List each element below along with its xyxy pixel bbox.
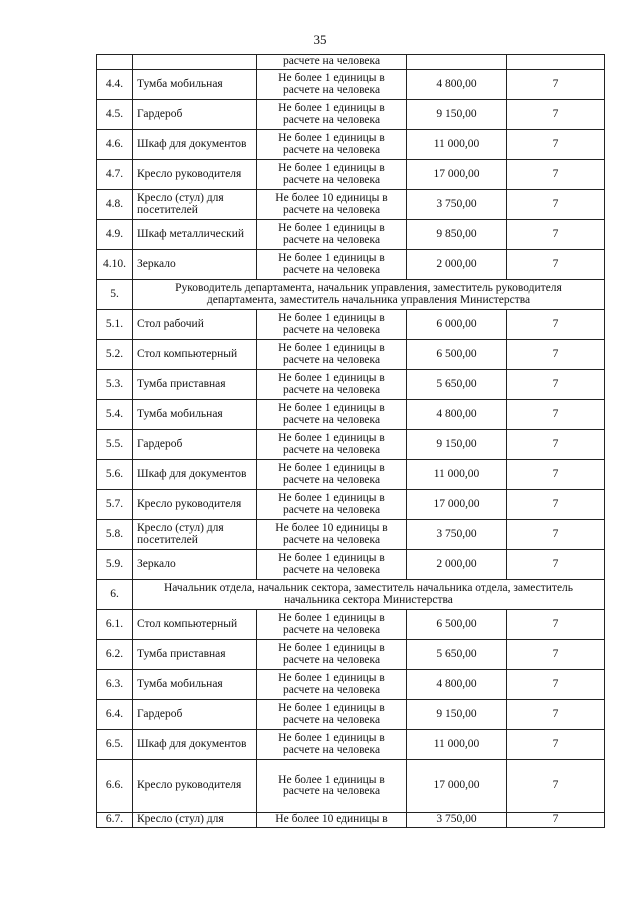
item-name-cell: Тумба приставная	[133, 370, 257, 400]
norm-cell: Не более 1 единицы в расчете на человека	[257, 640, 407, 670]
price-cell: 6 500,00	[407, 610, 507, 640]
service-life-cell: 7	[507, 190, 605, 220]
service-life-cell: 7	[507, 730, 605, 760]
row-number-cell	[97, 55, 133, 70]
row-number-cell: 6.6.	[97, 760, 133, 813]
service-life-cell: 7	[507, 310, 605, 340]
price-cell: 6 500,00	[407, 340, 507, 370]
table-row	[97, 430, 605, 460]
price-cell: 17 000,00	[407, 490, 507, 520]
norm-cell: Не более 1 единицы в расчете на человека	[257, 370, 407, 400]
norm-cell: Не более 1 единицы в расчете на человека	[257, 700, 407, 730]
table-row	[97, 190, 605, 220]
service-life-cell: 7	[507, 640, 605, 670]
item-name-cell: Стол рабочий	[133, 310, 257, 340]
norm-cell: расчете на человека	[257, 55, 407, 70]
table-row	[97, 550, 605, 580]
section-title-cell: Начальник отдела, начальник сектора, заместитель начальника отдела, заместитель начальника сектора Министерства	[133, 580, 605, 610]
table-row	[97, 490, 605, 520]
norm-cell: Не более 1 единицы в расчете на человека	[257, 160, 407, 190]
service-life-cell: 7	[507, 160, 605, 190]
table-row	[97, 130, 605, 160]
norm-cell: Не более 1 единицы в расчете на человека	[257, 400, 407, 430]
price-cell: 9 150,00	[407, 100, 507, 130]
norm-cell: Не более 1 единицы в расчете на человека	[257, 70, 407, 100]
price-cell: 4 800,00	[407, 670, 507, 700]
price-cell: 5 650,00	[407, 370, 507, 400]
norm-cell: Не более 10 единицы в расчете на человека	[257, 520, 407, 550]
furniture-norms-table	[96, 54, 605, 828]
table-row	[97, 220, 605, 250]
item-name-cell: Зеркало	[133, 550, 257, 580]
item-name-cell: Шкаф для документов	[133, 730, 257, 760]
item-name-cell: Тумба приставная	[133, 640, 257, 670]
table-row	[97, 370, 605, 400]
item-name-cell: Шкаф для документов	[133, 460, 257, 490]
row-number-cell: 6.2.	[97, 640, 133, 670]
norm-cell: Не более 1 единицы в расчете на человека	[257, 100, 407, 130]
row-number-cell: 4.8.	[97, 190, 133, 220]
row-number-cell: 4.4.	[97, 70, 133, 100]
table-row	[97, 670, 605, 700]
table-row	[97, 760, 605, 813]
row-number-cell: 5.2.	[97, 340, 133, 370]
service-life-cell: 7	[507, 490, 605, 520]
row-number-cell: 4.9.	[97, 220, 133, 250]
row-number-cell: 4.10.	[97, 250, 133, 280]
service-life-cell: 7	[507, 430, 605, 460]
price-cell: 4 800,00	[407, 400, 507, 430]
norm-cell: Не более 1 единицы в расчете на человека	[257, 340, 407, 370]
service-life-cell: 7	[507, 520, 605, 550]
service-life-cell: 7	[507, 700, 605, 730]
section-row	[97, 580, 605, 610]
row-number-cell: 6.7.	[97, 813, 133, 828]
table-row	[97, 400, 605, 430]
price-cell	[407, 55, 507, 70]
item-name-cell: Тумба мобильная	[133, 670, 257, 700]
norm-cell: Не более 1 единицы в расчете на человека	[257, 730, 407, 760]
service-life-cell: 7	[507, 400, 605, 430]
price-cell: 9 850,00	[407, 220, 507, 250]
table-row	[97, 460, 605, 490]
item-name-cell: Кресло (стул) для	[133, 813, 257, 828]
price-cell: 2 000,00	[407, 250, 507, 280]
service-life-cell: 7	[507, 220, 605, 250]
row-number-cell: 5.6.	[97, 460, 133, 490]
norm-cell: Не более 1 единицы в расчете на человека	[257, 610, 407, 640]
norm-cell: Не более 1 единицы в расчете на человека	[257, 670, 407, 700]
item-name-cell: Тумба мобильная	[133, 400, 257, 430]
row-number-cell: 5.3.	[97, 370, 133, 400]
table-row	[97, 640, 605, 670]
service-life-cell: 7	[507, 100, 605, 130]
norm-cell: Не более 1 единицы в расчете на человека	[257, 130, 407, 160]
continuation-row	[97, 55, 605, 70]
norm-cell: Не более 1 единицы в расчете на человека	[257, 550, 407, 580]
item-name-cell: Стол компьютерный	[133, 340, 257, 370]
table-row	[97, 730, 605, 760]
row-number-cell: 6.1.	[97, 610, 133, 640]
price-cell: 3 750,00	[407, 190, 507, 220]
row-number-cell: 5.7.	[97, 490, 133, 520]
row-number-cell: 5.8.	[97, 520, 133, 550]
table-row	[97, 310, 605, 340]
table-body	[97, 55, 605, 828]
norm-cell: Не более 1 единицы в расчете на человека	[257, 430, 407, 460]
item-name-cell: Шкаф металлический	[133, 220, 257, 250]
row-number-cell: 5.4.	[97, 400, 133, 430]
section-row	[97, 280, 605, 310]
service-life-cell: 7	[507, 370, 605, 400]
row-number-cell: 6.3.	[97, 670, 133, 700]
row-number-cell: 5.1.	[97, 310, 133, 340]
item-name-cell: Кресло руководителя	[133, 490, 257, 520]
section-number-cell: 6.	[97, 580, 133, 610]
item-name-cell: Гардероб	[133, 100, 257, 130]
price-cell: 6 000,00	[407, 310, 507, 340]
page-number: 35	[313, 32, 327, 47]
item-name-cell: Стол компьютерный	[133, 610, 257, 640]
table-row	[97, 610, 605, 640]
item-name-cell: Кресло руководителя	[133, 760, 257, 813]
service-life-cell: 7	[507, 550, 605, 580]
row-number-cell: 4.7.	[97, 160, 133, 190]
service-life-cell: 7	[507, 670, 605, 700]
table-row	[97, 70, 605, 100]
service-life-cell: 7	[507, 610, 605, 640]
table-row	[97, 700, 605, 730]
price-cell: 9 150,00	[407, 430, 507, 460]
service-life-cell: 7	[507, 460, 605, 490]
table-row	[97, 340, 605, 370]
row-number-cell: 5.5.	[97, 430, 133, 460]
price-cell: 9 150,00	[407, 700, 507, 730]
service-life-cell	[507, 55, 605, 70]
service-life-cell: 7	[507, 340, 605, 370]
table-row	[97, 100, 605, 130]
price-cell: 17 000,00	[407, 760, 507, 813]
row-number-cell: 6.4.	[97, 700, 133, 730]
price-cell: 2 000,00	[407, 550, 507, 580]
item-name-cell: Кресло (стул) для посетителей	[133, 520, 257, 550]
row-number-cell: 6.5.	[97, 730, 133, 760]
norm-cell: Не более 1 единицы в расчете на человека	[257, 220, 407, 250]
norm-cell: Не более 1 единицы в расчете на человека	[257, 760, 407, 813]
norm-cell: Не более 1 единицы в расчете на человека	[257, 490, 407, 520]
section-title-cell: Руководитель департамента, начальник управления, заместитель руководителя департамента, заместитель начальника управления Министерства	[133, 280, 605, 310]
price-cell: 17 000,00	[407, 160, 507, 190]
price-cell: 11 000,00	[407, 130, 507, 160]
item-name-cell: Шкаф для документов	[133, 130, 257, 160]
table-row	[97, 813, 605, 828]
price-cell: 3 750,00	[407, 520, 507, 550]
service-life-cell: 7	[507, 130, 605, 160]
norm-cell: Не более 10 единицы в	[257, 813, 407, 828]
row-number-cell: 4.6.	[97, 130, 133, 160]
price-cell: 11 000,00	[407, 730, 507, 760]
item-name-cell: Гардероб	[133, 430, 257, 460]
row-number-cell: 4.5.	[97, 100, 133, 130]
norm-cell: Не более 1 единицы в расчете на человека	[257, 460, 407, 490]
service-life-cell: 7	[507, 70, 605, 100]
price-cell: 11 000,00	[407, 460, 507, 490]
item-name-cell	[133, 55, 257, 70]
price-cell: 4 800,00	[407, 70, 507, 100]
item-name-cell: Тумба мобильная	[133, 70, 257, 100]
price-cell: 5 650,00	[407, 640, 507, 670]
service-life-cell: 7	[507, 760, 605, 813]
norm-cell: Не более 10 единицы в расчете на человека	[257, 190, 407, 220]
table-row	[97, 250, 605, 280]
section-number-cell: 5.	[97, 280, 133, 310]
item-name-cell: Зеркало	[133, 250, 257, 280]
item-name-cell: Гардероб	[133, 700, 257, 730]
price-cell: 3 750,00	[407, 813, 507, 828]
item-name-cell: Кресло (стул) для посетителей	[133, 190, 257, 220]
table-row	[97, 160, 605, 190]
item-name-cell: Кресло руководителя	[133, 160, 257, 190]
service-life-cell: 7	[507, 813, 605, 828]
service-life-cell: 7	[507, 250, 605, 280]
norm-cell: Не более 1 единицы в расчете на человека	[257, 310, 407, 340]
norm-cell: Не более 1 единицы в расчете на человека	[257, 250, 407, 280]
row-number-cell: 5.9.	[97, 550, 133, 580]
table-row	[97, 520, 605, 550]
